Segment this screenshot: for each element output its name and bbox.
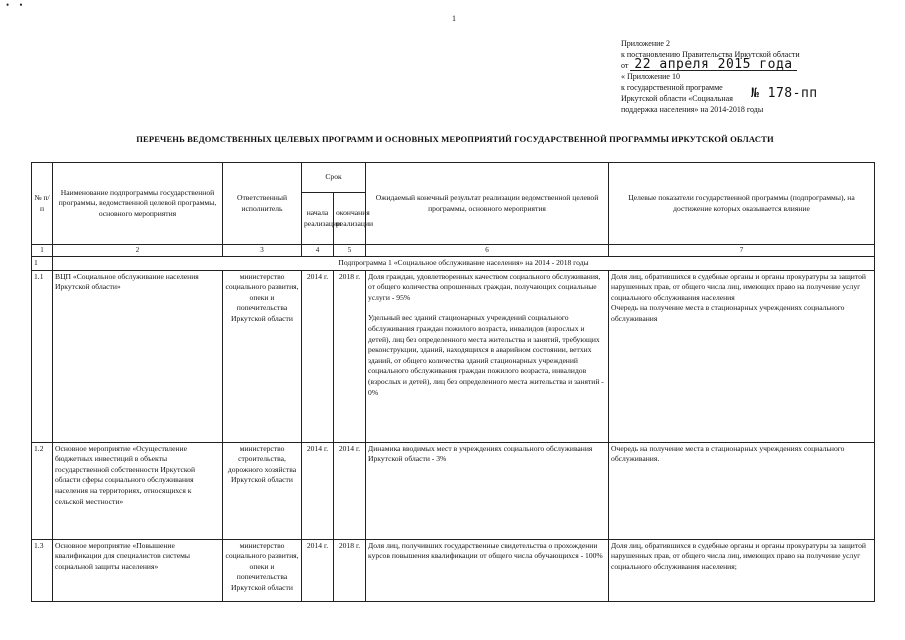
result-text: Доля граждан, удовлетворенных качеством социального обслуживания, от общего количества опрошенных граждан, получающих социальные услуги - 95% (368, 271, 601, 302)
annex-line-6: Иркутской области «Социальная (621, 94, 733, 103)
col-number: 7 (609, 245, 875, 257)
header-end: окончания реализации (334, 193, 366, 245)
subprogram-title: Подпрограмма 1 «Социальное обслуживание населения» на 2014 - 2018 годы (53, 257, 875, 271)
annex-line-1: Приложение 2 (621, 39, 670, 48)
header-num: № п/п (32, 163, 53, 245)
scan-marks: • • (6, 0, 27, 10)
row-executor: министерство строительства, дорожного хозяйства Иркутской области (223, 442, 302, 539)
indicator-text: Очередь на получение места в стационарных учреждениях социального обслуживания (611, 303, 845, 323)
handwritten-number: № 178-пп (751, 86, 818, 101)
handwritten-date: 22 апреля 2015 года (630, 60, 796, 71)
row-start: 2014 г. (302, 442, 334, 539)
col-number: 4 (302, 245, 334, 257)
row-start: 2014 г. (302, 270, 334, 442)
result-text: Динамика вводимых мест в учреждениях социального обслуживания Иркутской области - 3% (368, 443, 593, 464)
indicator-text: Доля лиц, обратившихся в судебные органы и органы прокуратуры за защитой нарушенных прав, от общего числа лиц, имеющих право на получение услуг социального обслуживания населения (611, 271, 866, 302)
header-term: Срок (302, 163, 366, 193)
col-number: 6 (366, 245, 609, 257)
row-num: 1.3 (32, 539, 53, 601)
table-row (32, 270, 875, 442)
row-num: 1.2 (32, 442, 53, 539)
row-result (366, 270, 609, 442)
document-title: ПЕРЕЧЕНЬ ВЕДОМСТВЕННЫХ ЦЕЛЕВЫХ ПРОГРАММ И ОСНОВНЫХ МЕРОПРИЯТИЙ ГОСУДАРСТВЕННОЙ ПРОГРАММЫ ИРКУТСКОЙ ОБЛАСТИ (136, 134, 774, 144)
annex-line-5: к государственной программе (621, 83, 723, 92)
subprogram-num: 1 (32, 257, 53, 271)
header-executor: Ответственный исполнитель (223, 163, 302, 245)
annex-line-7: поддержка населения» на 2014-2018 годы (621, 105, 764, 114)
col-number: 1 (32, 245, 53, 257)
header-result: Ожидаемый конечный результат реализации ведомственной целевой программы, основного мероприятия (366, 163, 609, 245)
row-indicators (609, 270, 875, 442)
row-end: 2018 г. (334, 539, 366, 601)
row-result (366, 539, 609, 601)
row-executor: министерство социального развития, опеки и попечительства Иркутской области (223, 539, 302, 601)
annex-line-2: к постановлению Правительства Иркутской области (621, 50, 800, 59)
header-start: начала реализации (302, 193, 334, 245)
col-number: 2 (53, 245, 223, 257)
row-name: Основное мероприятие «Осуществление бюджетных инвестиций в объекты государственной собственности Иркутской области сферы социального обслуживания населения на территориях, относящихся к сельской местности» (53, 442, 223, 539)
indicator-text: Доля лиц, обратившихся в судебные органы и органы прокуратуры за защитой нарушенных прав, от общего числа лиц, имеющих право на получение услуг социального обслуживания населения; (611, 540, 866, 571)
row-executor: министерство социального развития, опеки и попечительства Иркутской области (223, 270, 302, 442)
indicator-text: Очередь на получение места в стационарных учреждениях социального обслуживания. (611, 443, 845, 464)
header-indicators: Целевые показатели государственной программы (подпрограммы), на достижение которых оказывается влияние (609, 163, 875, 245)
table-row (32, 539, 875, 601)
header-name: Наименование подпрограммы государственной программы, ведомственной целевой программы, основного мероприятия (53, 163, 223, 245)
row-name: ВЦП «Социальное обслуживание населения Иркутской области» (53, 270, 223, 442)
row-end: 2018 г. (334, 270, 366, 442)
col-number: 5 (334, 245, 366, 257)
annex-date-line (621, 57, 861, 72)
row-result (366, 442, 609, 539)
row-indicators (609, 539, 875, 601)
row-num: 1.1 (32, 270, 53, 442)
result-text: Доля лиц, получивших государственные свидетельства о прохождении курсов повышения квалификации от общего числа обучающихся - 100% (368, 540, 603, 561)
row-end: 2014 г. (334, 442, 366, 539)
programs-table (31, 162, 875, 602)
result-text: Удельный вес зданий стационарных учреждений социального обслуживания граждан пожилого возраста, инвалидов (взрослых и детей), лиц без определенного места жительства и занятий, требующих реконструкции, зданий, находящихся в аварийном состоянии, ветхих зданий, от общего количества зданий стационарных учреждений социального обслуживания граждан пожилого возраста, инвалидов (взрослых и детей), лиц без определенного места жительства и занятий - 0% (368, 313, 604, 397)
page-number: 1 (452, 14, 456, 23)
col-number: 3 (223, 245, 302, 257)
row-start: 2014 г. (302, 539, 334, 601)
table-row (32, 442, 875, 539)
row-name: Основное мероприятие «Повышение квалификации для специалистов системы социальной защиты населения» (53, 539, 223, 601)
annex-block (621, 38, 861, 115)
annex-line-4: « Приложение 10 (621, 72, 680, 81)
annex-date-prefix: от (621, 61, 629, 70)
row-indicators (609, 442, 875, 539)
